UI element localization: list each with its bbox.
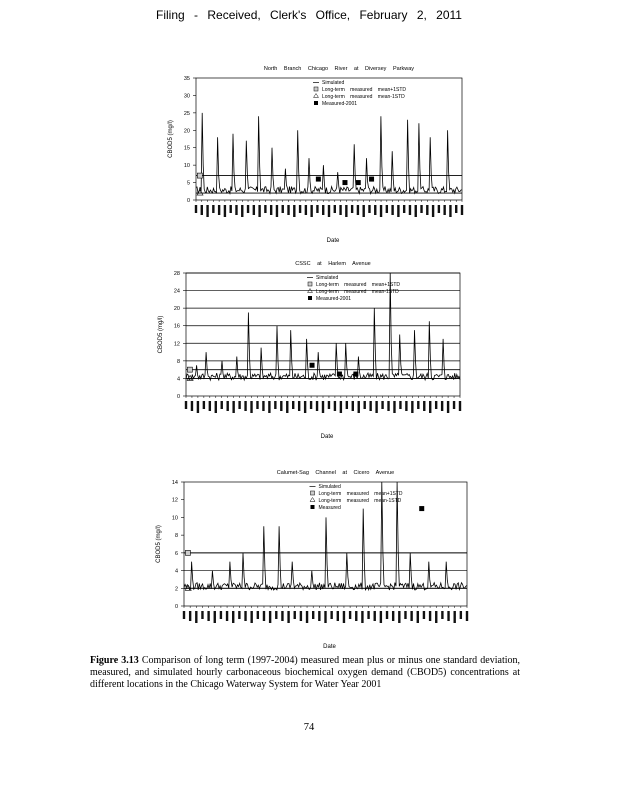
legend-label: Long-term measured mean-1STD xyxy=(322,94,405,100)
x-tick-label xyxy=(292,401,294,409)
x-tick-label xyxy=(280,401,282,411)
x-tick-label xyxy=(316,401,318,411)
x-tick-label xyxy=(409,205,411,215)
x-tick-label xyxy=(207,611,209,621)
y-axis-label: CBOD5 (mg/l) xyxy=(158,315,164,354)
x-tick-label xyxy=(429,611,431,621)
legend-label: Measured-2001 xyxy=(316,296,352,302)
x-tick-label xyxy=(352,401,354,411)
x-tick-label xyxy=(432,205,434,217)
x-tick-label xyxy=(334,401,336,411)
chart-svg-cssc-harlem xyxy=(0,256,618,446)
legend-label: Measured-2001 xyxy=(322,101,358,107)
x-tick-label xyxy=(460,611,462,619)
y-tick-label: 30 xyxy=(183,93,190,100)
x-tick-label xyxy=(183,611,185,619)
x-tick-label xyxy=(238,401,240,409)
chart-svg-calumet-sag xyxy=(0,462,618,652)
marker-long-term-plus xyxy=(197,173,202,178)
x-tick-label xyxy=(322,205,324,215)
x-tick-label xyxy=(374,205,376,215)
legend-marker-plus xyxy=(311,491,315,495)
chart-legend xyxy=(307,275,400,302)
x-tick-label xyxy=(287,611,289,623)
chart-north-branch xyxy=(0,58,618,248)
x-tick-label xyxy=(345,205,347,217)
x-tick-label xyxy=(423,611,425,619)
x-tick-label xyxy=(362,205,364,217)
x-tick-label xyxy=(363,401,365,409)
x-tick-label xyxy=(244,611,246,621)
x-tick-label xyxy=(257,611,259,619)
y-tick-label: 20 xyxy=(183,128,190,135)
x-tick-label xyxy=(318,611,320,621)
x-tick-label xyxy=(405,401,407,411)
y-tick-label: 0 xyxy=(174,604,178,610)
x-tick-label xyxy=(447,401,449,413)
x-tick-label xyxy=(420,205,422,213)
y-tick-label: 12 xyxy=(171,497,178,504)
x-tick-label xyxy=(209,401,211,411)
x-tick-label xyxy=(358,401,360,413)
x-tick-label xyxy=(226,611,228,621)
marker-measured xyxy=(369,177,374,182)
x-tick-label xyxy=(247,205,249,213)
y-axis-label: CBOD5 (mg/l) xyxy=(168,120,174,158)
x-tick-label xyxy=(276,205,278,217)
y-axis-label: CBOD5 (mg/l) xyxy=(156,525,162,563)
x-tick-label xyxy=(294,611,296,619)
legend-label: Long-term measured mean+1STD xyxy=(316,282,401,288)
x-tick-label xyxy=(203,401,205,409)
x-tick-label xyxy=(410,611,412,621)
marker-measured xyxy=(419,506,424,511)
x-tick-label xyxy=(324,611,326,623)
x-tick-label xyxy=(453,401,455,409)
marker-measured xyxy=(353,372,358,377)
legend-marker-minus xyxy=(314,94,319,98)
x-tick-label xyxy=(241,205,243,217)
x-tick-label xyxy=(368,205,370,213)
x-tick-label xyxy=(221,401,223,409)
x-tick-label xyxy=(185,401,187,409)
x-tick-label xyxy=(258,205,260,217)
x-tick-label xyxy=(337,611,339,621)
x-tick-label xyxy=(386,611,388,619)
x-axis-label: Date xyxy=(323,644,336,650)
y-tick-label: 6 xyxy=(174,550,178,557)
x-tick-label xyxy=(369,401,371,411)
y-tick-label: 4 xyxy=(174,568,178,575)
x-tick-label xyxy=(253,205,255,215)
x-tick-label xyxy=(374,611,376,621)
legend-marker-minus xyxy=(310,498,315,502)
y-tick-label: 12 xyxy=(173,341,180,348)
x-tick-label xyxy=(312,611,314,619)
x-tick-label xyxy=(316,205,318,213)
x-tick-label xyxy=(459,401,461,411)
x-tick-label xyxy=(429,401,431,413)
x-tick-label xyxy=(304,401,306,413)
x-tick-label xyxy=(322,401,324,413)
legend-marker-measured xyxy=(308,296,312,300)
y-tick-label: 8 xyxy=(174,533,178,540)
x-tick-label xyxy=(274,401,276,409)
x-tick-label xyxy=(300,611,302,621)
x-tick-label xyxy=(306,611,308,623)
x-tick-label xyxy=(349,611,351,619)
x-tick-label xyxy=(387,401,389,411)
x-tick-label xyxy=(250,401,252,413)
chart-title: Calumet-Sag Channel at Cicero Avenue xyxy=(276,470,395,476)
x-tick-label xyxy=(195,205,197,213)
x-tick-label xyxy=(298,401,300,411)
y-tick-label: 25 xyxy=(183,110,190,117)
x-tick-label xyxy=(447,611,449,621)
x-tick-label xyxy=(449,205,451,217)
legend-marker-measured xyxy=(314,101,318,105)
chart-legend xyxy=(310,484,403,511)
chart-calumet-sag xyxy=(0,462,618,652)
chart-cssc-harlem xyxy=(0,256,618,446)
marker-measured xyxy=(337,372,342,377)
x-tick-label xyxy=(361,611,363,623)
y-tick-label: 20 xyxy=(173,306,180,313)
y-tick-label: 15 xyxy=(183,145,190,152)
figure-caption xyxy=(90,655,520,691)
x-tick-label xyxy=(201,611,203,619)
x-tick-label xyxy=(357,205,359,215)
x-tick-label xyxy=(415,205,417,217)
x-tick-label xyxy=(282,205,284,213)
y-tick-label: 10 xyxy=(183,163,190,170)
y-tick-label: 35 xyxy=(183,76,190,82)
x-tick-label xyxy=(235,205,237,215)
x-tick-label xyxy=(244,401,246,411)
legend-label: Long-term measured mean+1STD xyxy=(322,87,407,93)
x-tick-label xyxy=(250,611,252,623)
x-tick-label xyxy=(263,611,265,621)
x-tick-label xyxy=(455,205,457,213)
x-tick-label xyxy=(346,401,348,409)
x-tick-label xyxy=(214,611,216,623)
x-tick-label xyxy=(334,205,336,213)
x-tick-label xyxy=(328,401,330,409)
series-simulated xyxy=(196,113,462,194)
legend-label: Long-term measured mean-1STD xyxy=(316,289,399,295)
x-tick-label xyxy=(441,611,443,619)
x-tick-label xyxy=(343,611,345,623)
x-tick-label xyxy=(220,611,222,619)
chart-legend xyxy=(313,80,406,107)
x-tick-label xyxy=(270,205,272,215)
x-tick-label xyxy=(399,401,401,409)
x-tick-label xyxy=(466,611,468,621)
figure-label: Figure 3.13 xyxy=(90,655,139,666)
figure-caption-text: Comparison of long term (1997-2004) measured mean plus or minus one standard deviation, measured, and simulated hourly carbonaceous biochemical oxygen demand (CBOD5) concentrations at different locations in the Chicago Waterway System for Water Year 2001 xyxy=(90,655,521,690)
x-tick-label xyxy=(435,401,437,409)
x-tick-label xyxy=(215,401,217,413)
x-tick-label xyxy=(269,611,271,623)
x-tick-label xyxy=(441,401,443,411)
y-tick-label: 0 xyxy=(186,198,190,204)
legend-marker-plus xyxy=(314,87,318,91)
x-tick-label xyxy=(328,205,330,217)
x-tick-label xyxy=(293,205,295,217)
y-tick-label: 4 xyxy=(176,376,180,383)
legend-label: Measured xyxy=(318,505,341,511)
marker-long-term-plus xyxy=(187,367,192,372)
y-tick-label: 8 xyxy=(176,358,180,365)
x-tick-label xyxy=(340,401,342,413)
x-tick-label xyxy=(461,205,463,215)
x-tick-label xyxy=(417,611,419,623)
legend-label: Long-term measured mean+1STD xyxy=(318,491,403,497)
legend-label: Simulated xyxy=(318,484,341,490)
x-axis-label: Date xyxy=(326,238,340,244)
x-tick-label xyxy=(351,205,353,213)
x-tick-label xyxy=(404,611,406,619)
x-tick-label xyxy=(411,401,413,413)
x-tick-label xyxy=(398,611,400,623)
x-tick-label xyxy=(339,205,341,215)
chart-svg-north-branch xyxy=(0,58,618,248)
x-tick-label xyxy=(287,205,289,215)
x-tick-label xyxy=(375,401,377,413)
y-tick-label: 5 xyxy=(186,180,190,187)
legend-label: Long-term measured mean-1STD xyxy=(318,498,402,504)
x-tick-label xyxy=(367,611,369,619)
x-tick-label xyxy=(310,401,312,409)
x-tick-label xyxy=(381,401,383,409)
x-tick-label xyxy=(201,205,203,215)
x-tick-label xyxy=(197,401,199,413)
x-tick-label xyxy=(226,401,228,411)
x-tick-label xyxy=(262,401,264,411)
x-tick-label xyxy=(393,401,395,413)
x-tick-label xyxy=(380,611,382,623)
y-tick-label: 28 xyxy=(173,271,180,277)
legend-marker-plus xyxy=(308,282,312,286)
x-tick-label xyxy=(355,611,357,621)
x-tick-label xyxy=(417,401,419,409)
x-tick-label xyxy=(238,611,240,619)
x-tick-label xyxy=(392,611,394,621)
chart-title: North Branch Chicago River at Diversey Parkway xyxy=(263,66,415,72)
x-tick-label xyxy=(380,205,382,217)
x-tick-label xyxy=(435,611,437,623)
x-tick-label xyxy=(232,401,234,413)
legend-marker-measured xyxy=(311,505,315,509)
page-number: 74 xyxy=(303,722,315,733)
x-tick-label xyxy=(330,611,332,619)
marker-measured xyxy=(316,177,321,182)
legend-label: Simulated xyxy=(316,275,339,281)
x-tick-label xyxy=(189,611,191,621)
marker-measured xyxy=(356,180,361,185)
x-tick-label xyxy=(438,205,440,213)
x-tick-label xyxy=(275,611,277,619)
x-tick-label xyxy=(403,205,405,213)
x-tick-label xyxy=(191,401,193,411)
x-tick-label xyxy=(426,205,428,215)
legend-label: Simulated xyxy=(322,80,345,86)
y-tick-label: 24 xyxy=(173,288,180,295)
y-tick-label: 16 xyxy=(173,323,180,330)
x-tick-label xyxy=(397,205,399,217)
x-tick-label xyxy=(310,205,312,217)
x-tick-label xyxy=(224,205,226,217)
marker-measured xyxy=(310,363,315,368)
x-tick-label xyxy=(453,611,455,623)
x-tick-label xyxy=(286,401,288,413)
filing-header: Filing - Received, Clerk's Office, February 2, 2011 xyxy=(156,8,462,22)
y-tick-label: 10 xyxy=(171,515,178,522)
x-tick-label xyxy=(299,205,301,213)
x-tick-label xyxy=(386,205,388,213)
x-tick-label xyxy=(195,611,197,623)
x-tick-label xyxy=(264,205,266,213)
x-tick-label xyxy=(305,205,307,215)
chart-title: CSSC at Harlem Avenue xyxy=(295,261,371,267)
y-tick-label: 0 xyxy=(176,394,180,400)
x-tick-label xyxy=(423,401,425,411)
y-tick-label: 14 xyxy=(171,480,178,486)
x-axis-label: Date xyxy=(320,434,334,440)
x-tick-label xyxy=(218,205,220,215)
marker-measured xyxy=(342,180,347,185)
x-tick-label xyxy=(229,205,231,213)
x-tick-label xyxy=(443,205,445,215)
x-tick-label xyxy=(281,611,283,621)
x-tick-label xyxy=(212,205,214,213)
y-tick-label: 2 xyxy=(174,586,178,593)
x-tick-label xyxy=(206,205,208,217)
x-tick-label xyxy=(391,205,393,215)
marker-long-term-plus xyxy=(185,550,190,555)
x-tick-label xyxy=(268,401,270,413)
x-tick-label xyxy=(232,611,234,623)
x-tick-label xyxy=(256,401,258,409)
